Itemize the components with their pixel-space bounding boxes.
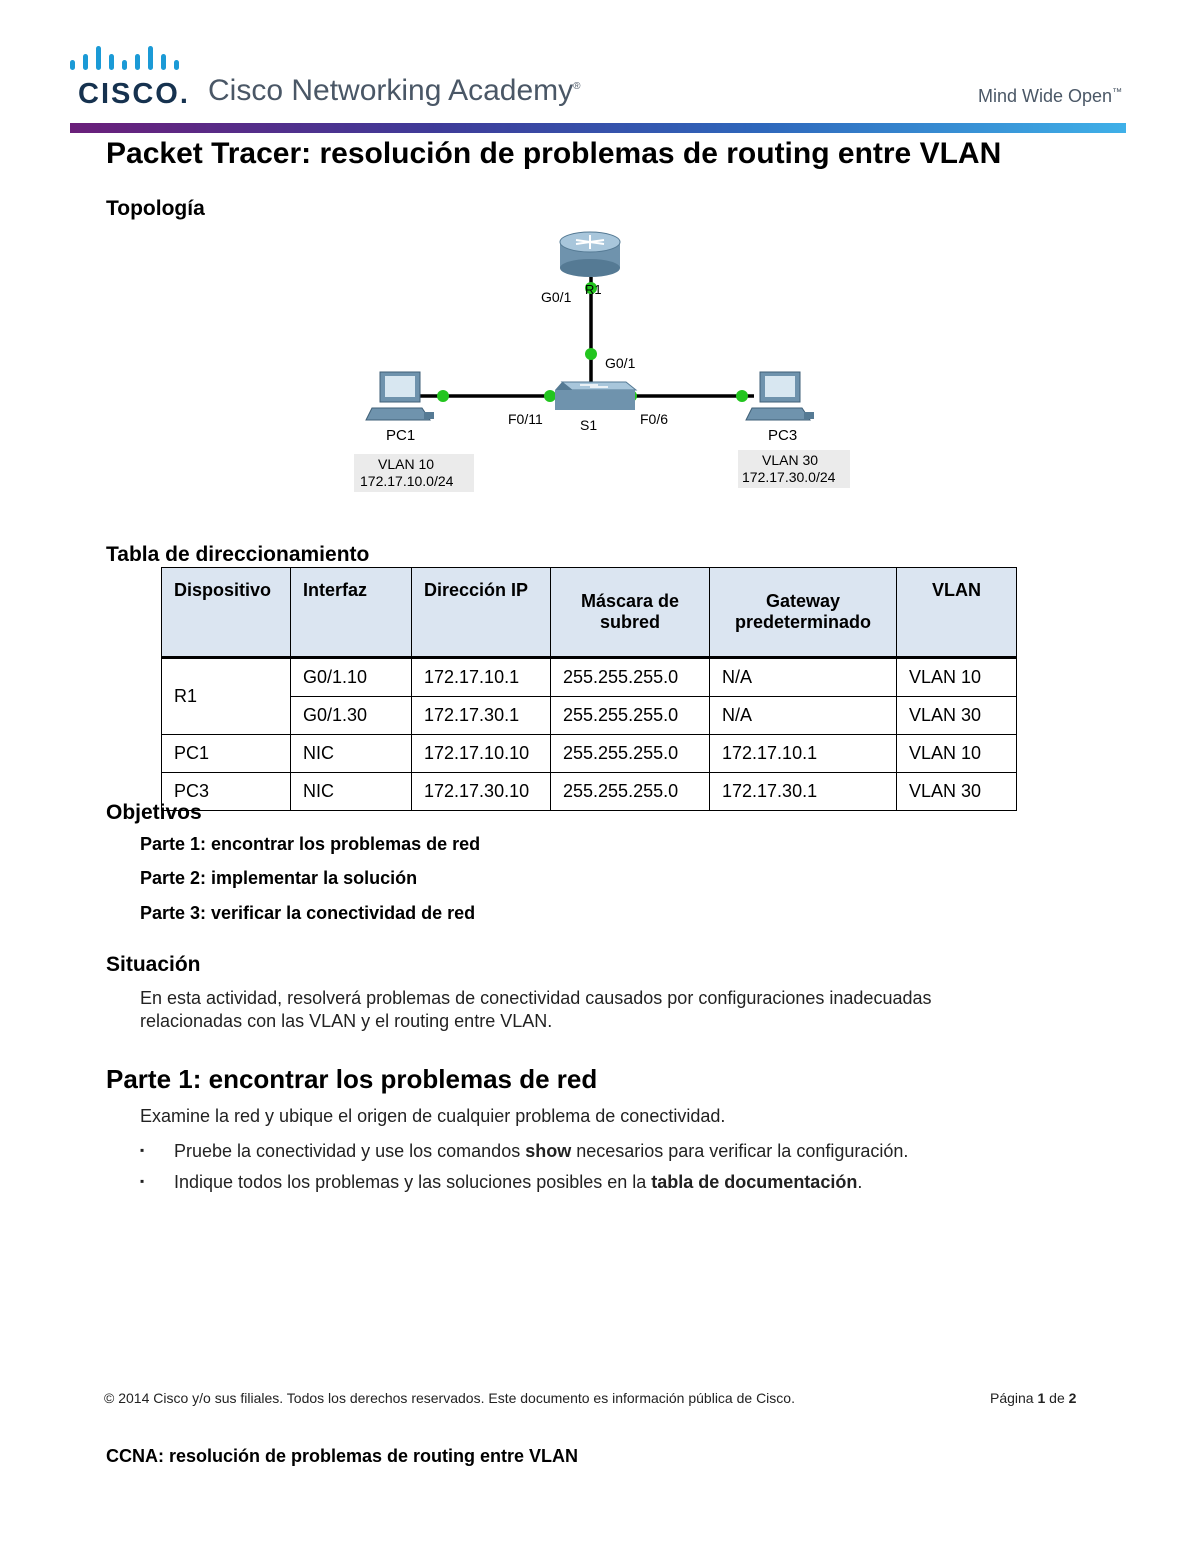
table-row — [162, 697, 1017, 735]
s1-left-port-label: F0/11 — [508, 411, 543, 427]
col-header-interface: Interfaz — [291, 568, 412, 658]
cell-mask: 255.255.255.0 — [551, 773, 710, 811]
cell-mask: 255.255.255.0 — [551, 697, 710, 735]
table-header-row — [162, 568, 1017, 658]
cell-interface: G0/1.10 — [291, 658, 412, 697]
col-header-ip: Dirección IP — [412, 568, 551, 658]
cell-mask: 255.255.255.0 — [551, 735, 710, 773]
pc3-label: PC3 — [768, 427, 798, 444]
cell-interface: G0/1.30 — [291, 697, 412, 735]
objective-item: Parte 3: verificar la conectividad de red — [140, 903, 476, 923]
cell-interface: NIC — [291, 735, 412, 773]
tagline: Mind Wide Open™ — [978, 86, 1123, 106]
col-header-mask: Máscara de subred — [551, 568, 710, 658]
cell-interface: NIC — [291, 773, 412, 811]
cisco-logo-bars-icon — [70, 44, 182, 76]
list-item: ▪ Pruebe la conectividad y use los comandos show necesarios para verificar la configuración. — [140, 1141, 909, 1161]
part1-heading: Parte 1: encontrar los problemas de red — [106, 1064, 598, 1094]
academy-title: Cisco Networking Academy® — [208, 74, 581, 107]
cisco-logo-word: CISCO. — [78, 78, 190, 110]
situation-heading: Situación — [106, 953, 201, 976]
addressing-table — [161, 567, 1017, 811]
cell-vlan: VLAN 10 — [897, 658, 1017, 697]
topology-diagram — [340, 222, 880, 512]
table-row — [162, 735, 1017, 773]
cell-device: PC3 — [162, 773, 291, 811]
topology-heading: Topología — [106, 197, 205, 220]
situation-text: En esta actividad, resolverá problemas de conectividad causados por configuraciones inadecuadas relacionadas con las VLAN y el routing entre VLAN. — [140, 988, 932, 1031]
copyright-text: © 2014 Cisco y/o sus filiales. Todos los derechos reservados. Este documento es información pública de Cisco. — [104, 1390, 795, 1406]
pc3-icon — [746, 372, 814, 420]
switch-label: S1 — [580, 417, 598, 433]
table-row — [162, 773, 1017, 811]
col-header-gateway: Gateway predeterminado — [710, 568, 897, 658]
col-header-vlan: VLAN — [897, 568, 1017, 658]
r1-port-label: G0/1 — [541, 289, 572, 305]
cell-ip: 172.17.30.1 — [412, 697, 551, 735]
cell-ip: 172.17.30.10 — [412, 773, 551, 811]
router-icon — [560, 232, 620, 277]
page-title: Packet Tracer: resolución de problemas de routing entre VLAN — [106, 137, 1002, 170]
next-page-header: CCNA: resolución de problemas de routing entre VLAN — [106, 1446, 579, 1466]
cell-gateway: N/A — [710, 658, 897, 697]
cell-ip: 172.17.10.1 — [412, 658, 551, 697]
header-gradient-bar — [70, 123, 1126, 133]
cell-gateway: 172.17.10.1 — [710, 735, 897, 773]
col-header-device: Dispositivo — [162, 568, 291, 658]
s1-up-port-label: G0/1 — [605, 355, 636, 371]
cell-vlan: VLAN 10 — [897, 735, 1017, 773]
pc3-vlan-label: VLAN 30 — [762, 452, 819, 468]
part1-intro: Examine la red y ubique el origen de cualquier problema de conectividad. — [140, 1106, 726, 1126]
pc1-label: PC1 — [386, 427, 416, 444]
cell-gateway: N/A — [710, 697, 897, 735]
cell-device: R1 — [162, 658, 291, 735]
addressing-heading: Tabla de direccionamiento — [106, 543, 370, 566]
objective-item: Parte 2: implementar la solución — [140, 868, 418, 888]
table-row — [162, 658, 1017, 697]
switch-icon — [555, 382, 636, 410]
cell-gateway: 172.17.30.1 — [710, 773, 897, 811]
router-label: R1 — [585, 282, 602, 297]
s1-right-port-label: F0/6 — [640, 411, 669, 427]
objective-item: Parte 1: encontrar los problemas de red — [140, 834, 481, 854]
cell-vlan: VLAN 30 — [897, 697, 1017, 735]
pc1-network-label: 172.17.10.0/24 — [360, 473, 454, 489]
cell-vlan: VLAN 30 — [897, 773, 1017, 811]
pc1-vlan-label: VLAN 10 — [378, 456, 435, 472]
cell-mask: 255.255.255.0 — [551, 658, 710, 697]
objectives-heading: Objetivos — [106, 801, 202, 824]
pc3-network-label: 172.17.30.0/24 — [742, 469, 836, 485]
cell-device: PC1 — [162, 735, 291, 773]
list-item: ▪ Indique todos los problemas y las soluciones posibles en la tabla de documentación. — [140, 1172, 863, 1192]
page-number: Página 1 de 2 — [990, 1390, 1077, 1406]
cell-ip: 172.17.10.10 — [412, 735, 551, 773]
